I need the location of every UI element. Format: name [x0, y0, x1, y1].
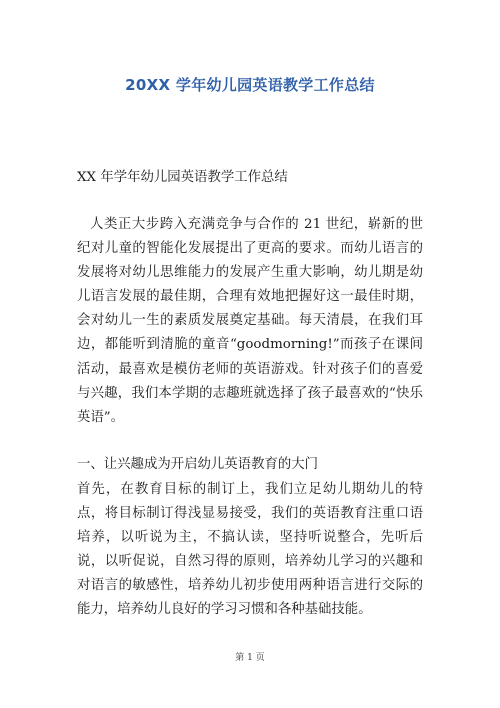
section-1-paragraph: 首先，在教育目标的制订上，我们立足幼儿期幼儿的特点，将目标制订得浅显易接受，我们的英语教育注重口语培养，以听说为主，不搞认读，坚持听说整合，先听后说，以听促说，自然习得的原则，培养幼儿学习的兴趣和对语言的敏感性，培养幼儿初步使用两种语言进行交际的能力，培养幼儿良好的学习习惯和各种基础技能。	[77, 482, 423, 618]
section-heading-1: 一、让兴趣成为开启幼儿英语教育的大门	[77, 457, 319, 472]
intro-paragraph: 人类正大步跨入充满竞争与合作的 21 世纪，崭新的世纪对儿童的智能化发展提出了更高的要求。而幼儿语言的发展将对幼儿思维能力的发展产生重大影响，幼儿期是幼儿语言发展的最佳期，合理有效地把握好这一最佳时期，会对幼儿一生的素质发展奠定基础。每天清晨，在我们耳边，都能听到清脆的童音“goodmorning!”而孩子在课间活动，最喜欢是模仿老师的英语游戏。针对孩子们的喜爱与兴趣，我们本学期的志趣班就选择了孩子最喜欢的“快乐英语”。	[77, 217, 423, 425]
document-title: 20XX 学年幼儿园英语教学工作总结	[125, 76, 375, 94]
document-subtitle: XX 年学年幼儿园英语教学工作总结	[77, 170, 288, 185]
page-number: 第 1 页	[235, 653, 265, 663]
